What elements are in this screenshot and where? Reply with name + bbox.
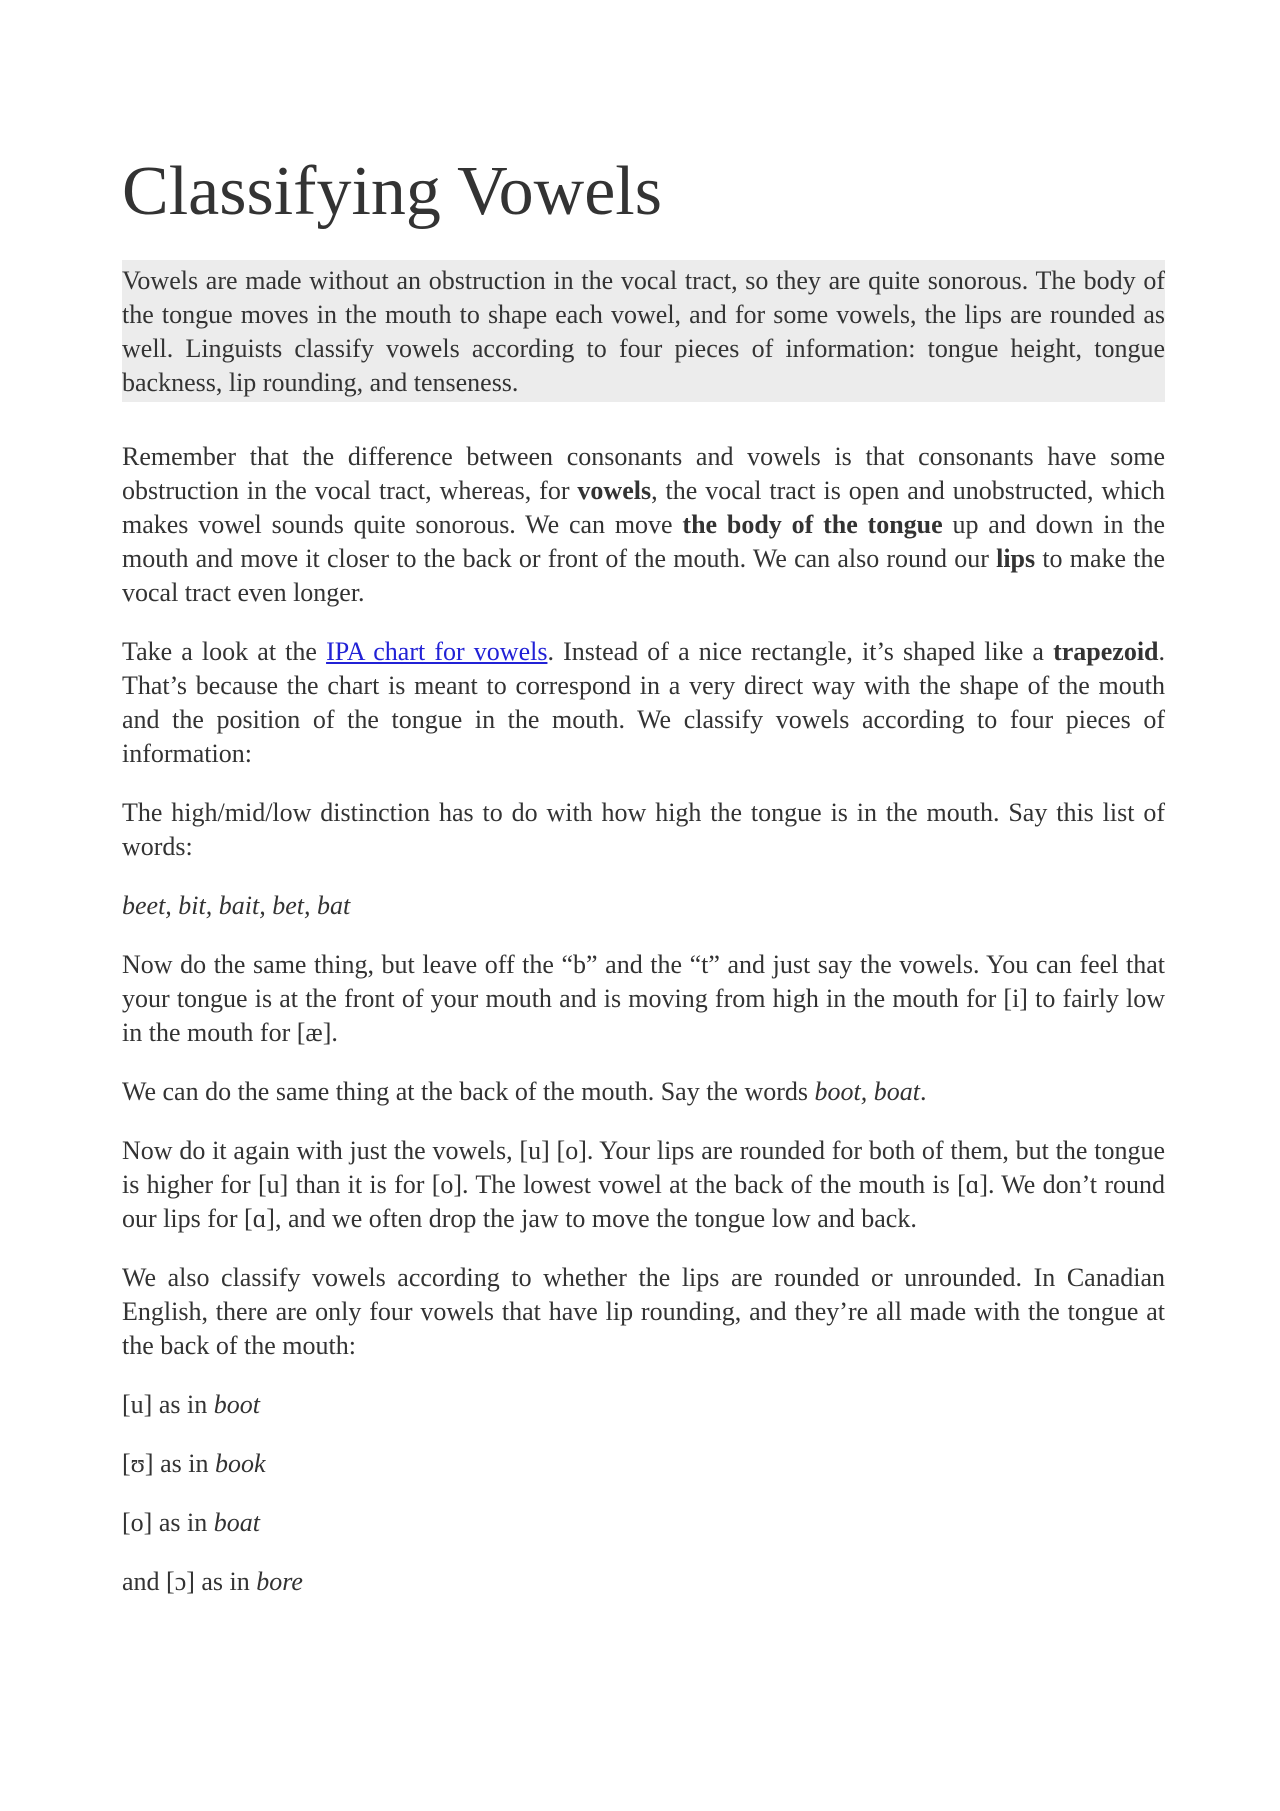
page-title: Classifying Vowels [122, 153, 662, 230]
text-span: Remember that the difference between consonants and vowels is that consonants have some obstruction in the vocal tract, whereas, for [122, 442, 1165, 505]
text-span: . Instead of a nice rectangle, it’s shaped like a [547, 637, 1054, 666]
paragraph-consonants-vowels [122, 440, 1165, 610]
text-span: We can do the same thing at the back of the mouth. Say the words [122, 1077, 815, 1106]
paragraph-word-list [122, 889, 1165, 923]
vowel-prefix: and [ɔ] as in [122, 1567, 257, 1596]
text-span: , the vocal tract is open and unobstructed, which makes vowel sounds quite sonorous. We can move [122, 476, 1165, 539]
rounded-vowel-item [122, 1447, 1165, 1481]
summary-box: Vowels are made without an obstruction in the vocal tract, so they are quite sonorous. The body of the tongue moves in the mouth to shape each vowel, and for some vowels, the lips are rounded as well. Linguists classify vowels according to four pieces of information: tongue height, tongue backness, lip rounding, and tenseness. [122, 260, 1165, 402]
text-span: Take a look at the [122, 637, 327, 666]
bold-term-vowels: vowels [577, 476, 652, 505]
italic-word-list: beet, bit, bait, bet, bat [122, 891, 351, 920]
vowel-prefix: [o] as in [122, 1508, 214, 1537]
bold-term-tongue: the body of the tongue [682, 510, 943, 539]
vowel-prefix: [ʊ] as in [122, 1449, 215, 1478]
paragraph-back-vowels: Now do it again with just the vowels, [u] [o]. Your lips are rounded for both of them, but the tongue is higher for [u] than it is for [o]. The lowest vowel at the back of the mouth is [ɑ]. We don’t round our lips for [ɑ], and we often drop the jaw to move the tongue low and back. [122, 1136, 1165, 1233]
vowel-example-word: book [214, 1449, 266, 1478]
vowel-example-word: boot [213, 1390, 260, 1419]
ipa-chart-link[interactable]: IPA chart for vowels [326, 637, 548, 666]
bold-term-trapezoid: trapezoid [1053, 637, 1159, 666]
paragraph-height-distinction: The high/mid/low distinction has to do with how high the tongue is in the mouth. Say this list of words: [122, 798, 1165, 861]
rounded-vowel-item [122, 1388, 1165, 1422]
paragraph-front-vowels: Now do the same thing, but leave off the “b” and the “t” and just say the vowels. You can feel that your tongue is at the front of your mouth and is moving from high in the mouth for [i] to fairly low in the mouth for [æ]. [122, 950, 1165, 1047]
text-span: . That’s because the chart is meant to correspond in a very direct way with the shape of the mouth and the position of the tongue in the mouth. We classify vowels according to four pieces of information: [122, 637, 1165, 768]
rounded-vowel-item [122, 1565, 1165, 1599]
document-page [122, 152, 1165, 1624]
bold-term-lips: lips [996, 544, 1036, 573]
vowel-example-word: boat [213, 1508, 260, 1537]
text-span: to make the vocal tract even longer. [122, 544, 1165, 607]
rounded-vowel-item [122, 1506, 1165, 1540]
text-span: . [919, 1077, 927, 1106]
vowel-example-word: bore [256, 1567, 303, 1596]
paragraph-ipa-chart [122, 635, 1165, 771]
vowel-prefix: [u] as in [122, 1390, 214, 1419]
paragraph-back-mouth [122, 1075, 1165, 1109]
text-span: up and down in the mouth and move it closer to the back or front of the mouth. We can also round our [122, 510, 1166, 573]
italic-words: boot, boat [814, 1077, 920, 1106]
paragraph-lip-rounding: We also classify vowels according to whether the lips are rounded or unrounded. In Canadian English, there are only four vowels that have lip rounding, and they’re all made with the tongue at the back of the mouth: [122, 1263, 1165, 1360]
